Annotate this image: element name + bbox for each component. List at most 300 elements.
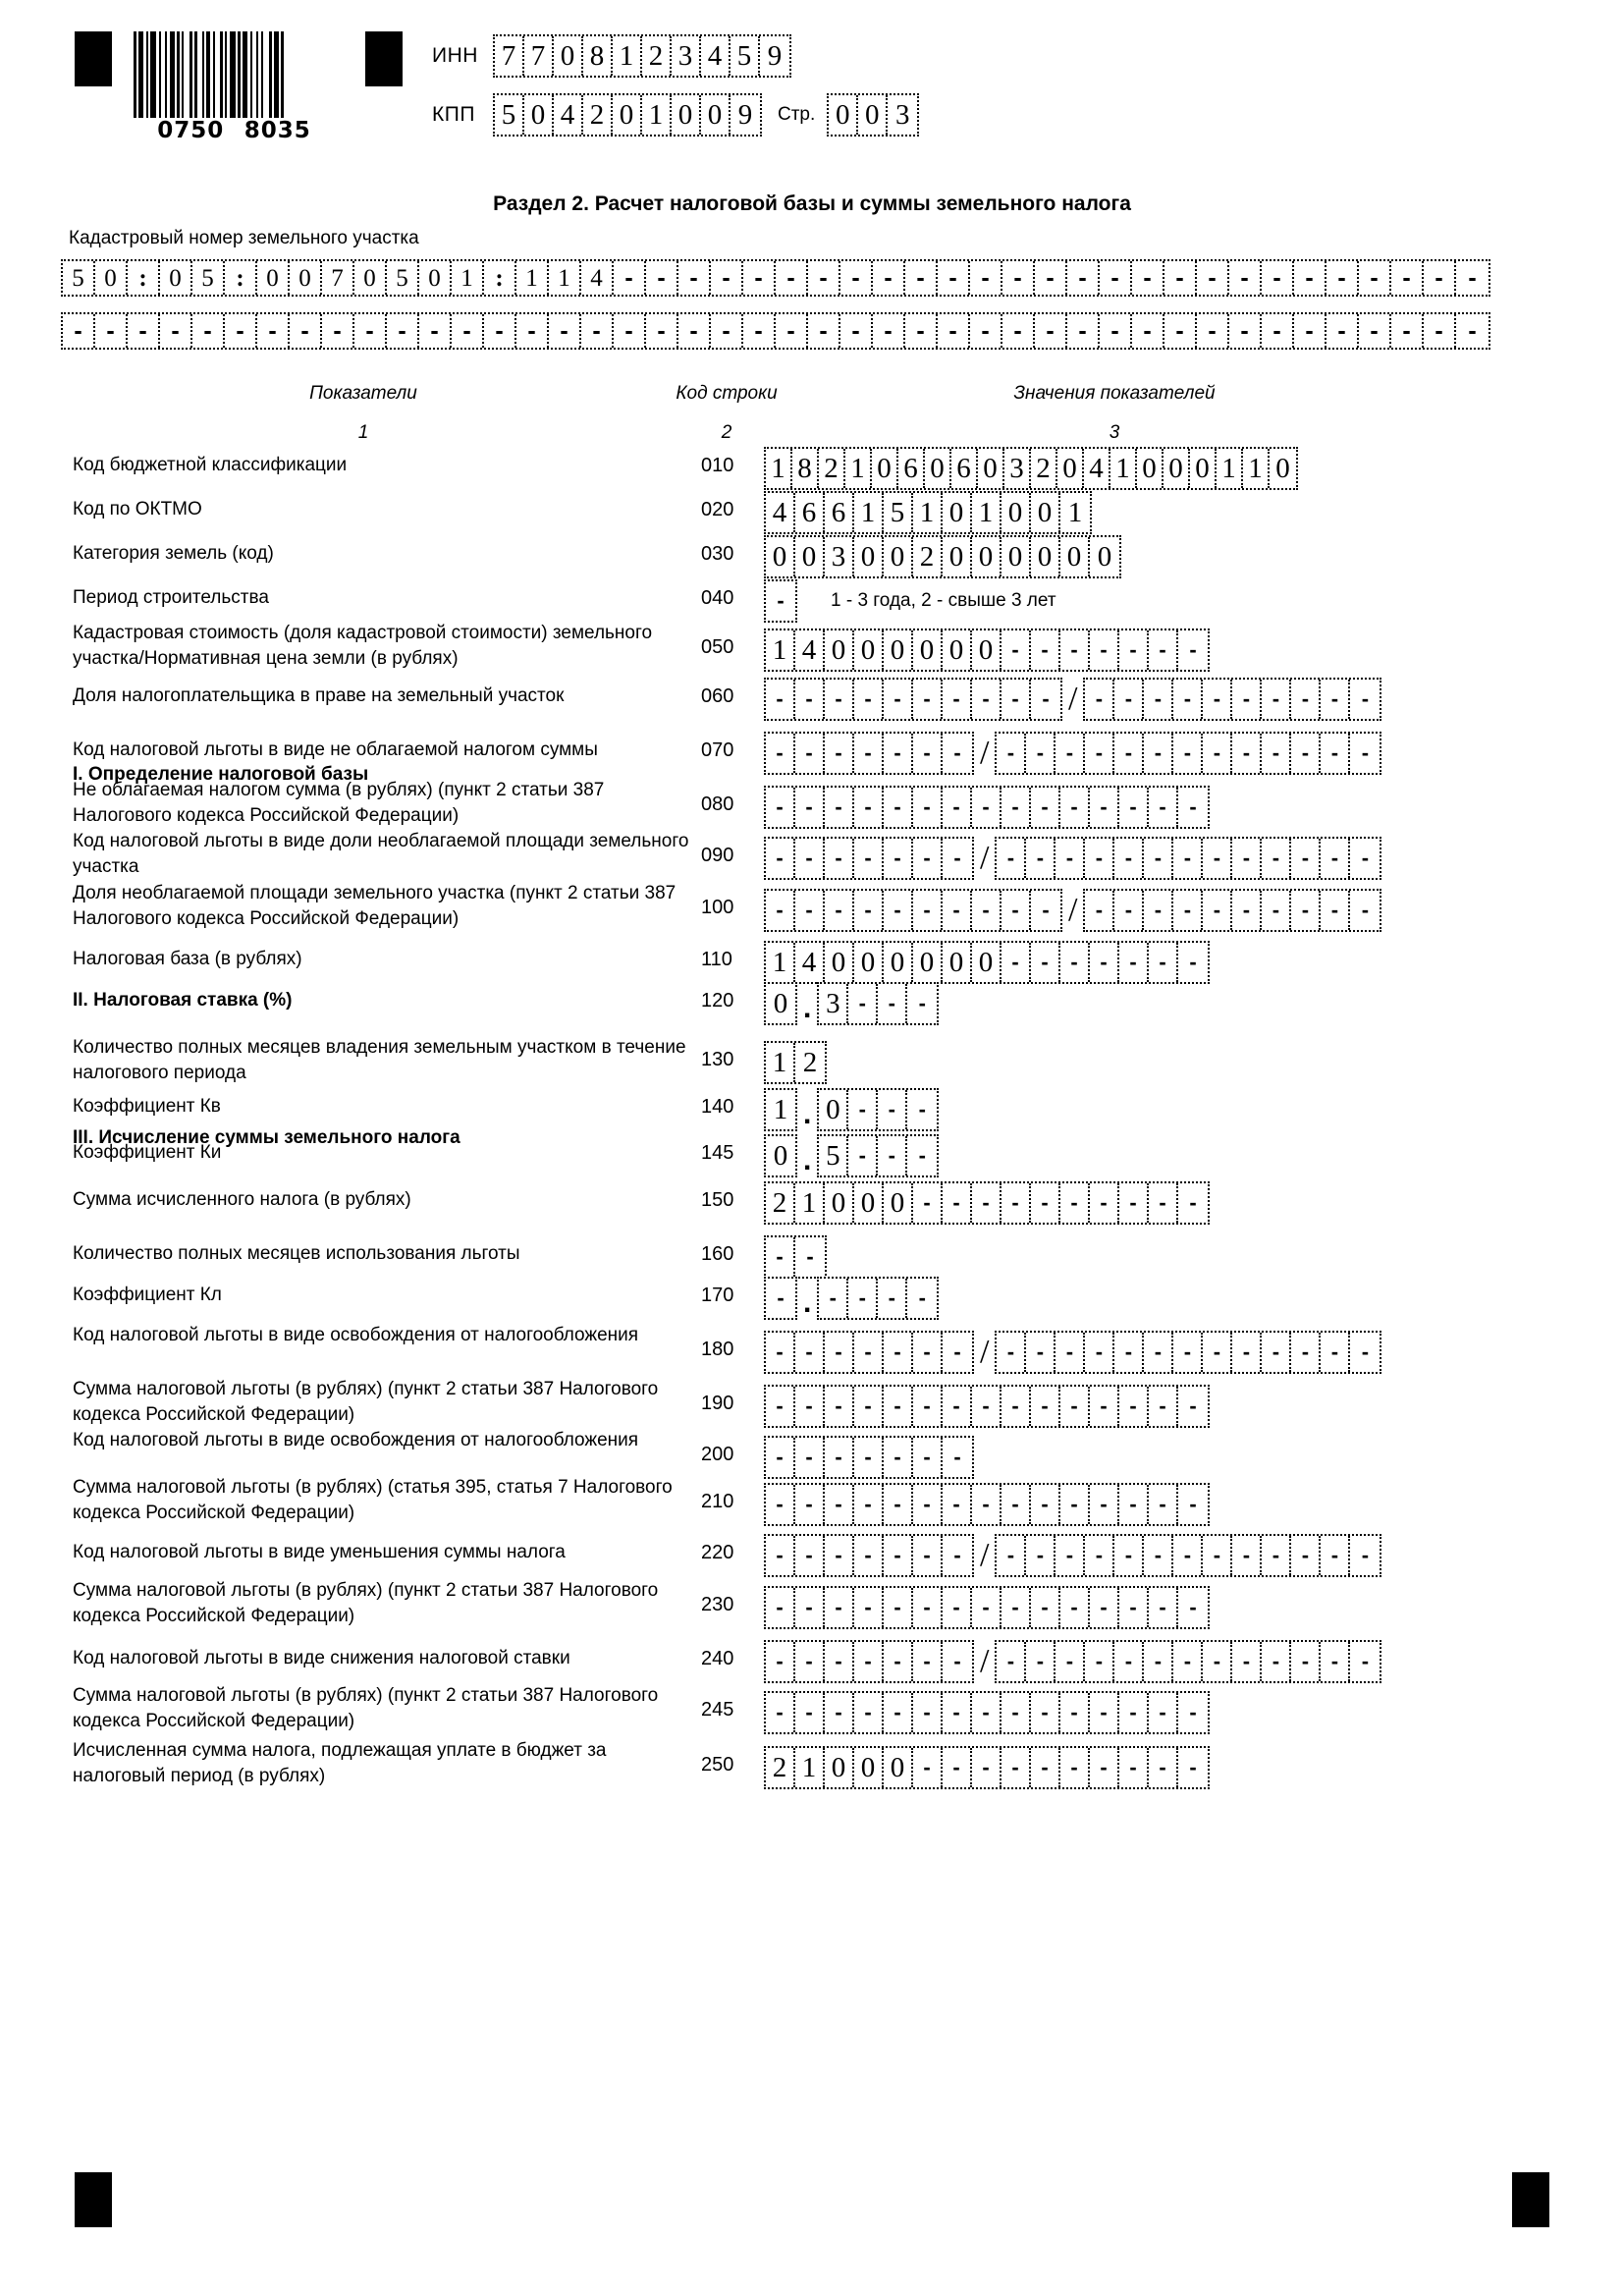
cell[interactable]: 6 xyxy=(951,449,978,488)
cell[interactable]: 0 xyxy=(825,943,854,982)
cell[interactable]: - xyxy=(972,1485,1001,1524)
cell[interactable]: - xyxy=(1001,630,1031,670)
cell[interactable]: - xyxy=(1001,1693,1031,1732)
cell[interactable]: - xyxy=(795,891,825,930)
cell[interactable]: - xyxy=(1173,1536,1203,1575)
cell[interactable]: 6 xyxy=(795,493,825,532)
cell[interactable]: - xyxy=(997,839,1026,878)
cell[interactable]: - xyxy=(1391,261,1424,295)
cell[interactable]: - xyxy=(825,1387,854,1426)
cell[interactable]: - xyxy=(795,788,825,827)
cell[interactable]: - xyxy=(387,314,419,348)
cell[interactable]: - xyxy=(1001,1588,1031,1627)
cell[interactable]: 7 xyxy=(495,36,524,76)
cell[interactable]: - xyxy=(1229,261,1262,295)
cell[interactable]: 3 xyxy=(1004,449,1031,488)
cell[interactable]: - xyxy=(1114,1536,1144,1575)
cell[interactable]: - xyxy=(913,1183,943,1223)
cell[interactable]: - xyxy=(1001,891,1031,930)
cell[interactable]: - xyxy=(516,314,549,348)
cell[interactable]: - xyxy=(1060,1183,1090,1223)
cell[interactable]: - xyxy=(884,1438,913,1477)
cell[interactable]: - xyxy=(1085,734,1114,773)
cell[interactable]: - xyxy=(1294,314,1326,348)
cell[interactable]: - xyxy=(1361,1339,1370,1364)
cell[interactable]: 0 xyxy=(1001,493,1031,532)
cell[interactable]: - xyxy=(1085,680,1114,719)
cell[interactable]: - xyxy=(938,314,970,348)
cell-strip[interactable] xyxy=(764,678,1062,721)
cell-strip[interactable] xyxy=(493,34,791,78)
cell[interactable]: - xyxy=(913,1387,943,1426)
cell[interactable]: - xyxy=(1149,630,1178,670)
cell[interactable]: 0 xyxy=(913,630,943,670)
cell[interactable]: - xyxy=(1262,839,1291,878)
cell[interactable]: - xyxy=(884,734,913,773)
cell[interactable]: 0 xyxy=(943,630,972,670)
cell[interactable]: - xyxy=(1056,1642,1085,1681)
cell[interactable]: - xyxy=(1326,314,1359,348)
cell[interactable]: - xyxy=(1321,839,1350,878)
cell[interactable]: - xyxy=(848,984,878,1023)
cell[interactable]: 3 xyxy=(825,537,854,576)
cell[interactable]: - xyxy=(1189,1595,1197,1619)
cell[interactable]: - xyxy=(1291,1333,1321,1372)
cell[interactable]: - xyxy=(1067,314,1100,348)
cell[interactable]: - xyxy=(854,1642,884,1681)
cell[interactable]: 0 xyxy=(257,261,290,295)
cell[interactable]: - xyxy=(1203,1333,1232,1372)
cell[interactable]: - xyxy=(1424,314,1456,348)
cell[interactable]: - xyxy=(1173,839,1203,878)
cell[interactable]: 0 xyxy=(554,36,583,76)
cell[interactable]: - xyxy=(1232,891,1262,930)
cell-strip[interactable] xyxy=(764,837,974,880)
cell[interactable]: - xyxy=(1001,1485,1031,1524)
cell[interactable]: - xyxy=(1294,261,1326,295)
cell[interactable]: - xyxy=(943,788,972,827)
cell-strip[interactable] xyxy=(764,732,974,775)
cell[interactable]: - xyxy=(1031,1588,1060,1627)
cell[interactable]: - xyxy=(825,1693,854,1732)
cell[interactable]: - xyxy=(1189,1394,1197,1418)
cell[interactable]: - xyxy=(795,1333,825,1372)
cell[interactable]: : xyxy=(484,261,516,295)
cell-strip[interactable] xyxy=(764,579,797,623)
cell-strip[interactable] xyxy=(764,1181,1210,1225)
cell[interactable]: - xyxy=(878,1279,907,1318)
cell[interactable]: - xyxy=(766,734,795,773)
cell[interactable]: - xyxy=(913,839,943,878)
cell[interactable]: - xyxy=(854,734,884,773)
cell[interactable]: - xyxy=(1031,630,1060,670)
cell[interactable]: 1 xyxy=(642,95,672,135)
cell[interactable]: - xyxy=(918,991,926,1015)
cell-strip[interactable] xyxy=(61,312,1490,350)
cell-strip[interactable] xyxy=(764,491,1092,534)
cell[interactable]: - xyxy=(884,680,913,719)
cell[interactable]: - xyxy=(913,1333,943,1372)
cell-strip[interactable] xyxy=(817,982,939,1025)
cell[interactable]: 9 xyxy=(737,98,753,131)
cell[interactable]: - xyxy=(918,1285,926,1310)
cell[interactable]: - xyxy=(953,1445,961,1469)
cell[interactable]: - xyxy=(1042,898,1050,922)
cell[interactable]: - xyxy=(1114,680,1144,719)
cell[interactable]: - xyxy=(848,1136,878,1175)
cell[interactable]: - xyxy=(1119,1588,1149,1627)
cell[interactable]: - xyxy=(972,680,1001,719)
cell[interactable]: - xyxy=(1119,1387,1149,1426)
cell[interactable]: - xyxy=(1149,1387,1178,1426)
cell[interactable]: - xyxy=(1119,943,1149,982)
cell[interactable]: - xyxy=(878,1136,907,1175)
cell[interactable]: - xyxy=(1100,314,1132,348)
cell-strip[interactable] xyxy=(493,93,762,137)
cell-strip[interactable] xyxy=(995,1331,1381,1374)
cell[interactable]: 0 xyxy=(854,1748,884,1787)
cell[interactable]: - xyxy=(997,1333,1026,1372)
cell[interactable]: - xyxy=(1067,261,1100,295)
cell[interactable]: - xyxy=(972,788,1001,827)
cell[interactable]: - xyxy=(884,1588,913,1627)
cell[interactable]: 1 xyxy=(795,1183,825,1223)
cell[interactable]: - xyxy=(938,261,970,295)
cell[interactable]: - xyxy=(1090,1748,1119,1787)
cell-strip[interactable] xyxy=(764,889,1062,932)
cell[interactable]: - xyxy=(1090,1183,1119,1223)
cell[interactable]: 0 xyxy=(95,261,128,295)
cell[interactable]: : xyxy=(225,261,257,295)
cell-strip[interactable] xyxy=(764,1041,827,1084)
cell-strip[interactable] xyxy=(1083,889,1381,932)
cell[interactable]: - xyxy=(1232,839,1262,878)
cell[interactable]: - xyxy=(452,314,484,348)
cell[interactable]: - xyxy=(972,1588,1001,1627)
cell[interactable]: 0 xyxy=(884,630,913,670)
cell-strip[interactable] xyxy=(764,1235,827,1279)
cell[interactable]: - xyxy=(953,1649,961,1673)
cell-strip[interactable] xyxy=(764,447,1298,490)
cell[interactable]: - xyxy=(1468,263,1477,292)
cell[interactable]: - xyxy=(1149,788,1178,827)
cell[interactable]: - xyxy=(1119,630,1149,670)
cell[interactable]: - xyxy=(1031,788,1060,827)
cell[interactable]: 0 xyxy=(854,1183,884,1223)
cell[interactable]: 0 xyxy=(819,1090,848,1129)
cell[interactable]: - xyxy=(1262,891,1291,930)
cell[interactable]: - xyxy=(1262,734,1291,773)
cell[interactable]: - xyxy=(825,1333,854,1372)
cell[interactable]: - xyxy=(913,680,943,719)
cell[interactable]: - xyxy=(854,891,884,930)
cell[interactable]: - xyxy=(825,788,854,827)
cell[interactable]: - xyxy=(1090,630,1119,670)
cell[interactable]: - xyxy=(1232,1333,1262,1372)
cell[interactable]: 0 xyxy=(1001,537,1031,576)
cell[interactable]: - xyxy=(1291,839,1321,878)
cell[interactable]: - xyxy=(825,1438,854,1477)
cell[interactable]: - xyxy=(1326,261,1359,295)
cell-strip[interactable] xyxy=(817,1134,939,1177)
cell[interactable]: - xyxy=(854,1387,884,1426)
cell[interactable]: 2 xyxy=(913,537,943,576)
cell[interactable]: - xyxy=(1060,1387,1090,1426)
cell[interactable]: - xyxy=(854,1438,884,1477)
cell[interactable]: - xyxy=(1056,1536,1085,1575)
cell[interactable]: 8 xyxy=(583,36,613,76)
cell[interactable]: - xyxy=(808,314,840,348)
cell[interactable]: 0 xyxy=(943,493,972,532)
cell[interactable]: - xyxy=(1114,1333,1144,1372)
cell[interactable]: - xyxy=(905,261,938,295)
cell[interactable]: - xyxy=(1056,1333,1085,1372)
cell[interactable]: - xyxy=(970,314,1002,348)
cell-strip[interactable] xyxy=(61,259,1490,297)
cell[interactable]: - xyxy=(678,261,711,295)
cell[interactable]: - xyxy=(1229,314,1262,348)
cell[interactable]: - xyxy=(943,1588,972,1627)
cell[interactable]: - xyxy=(1321,1642,1350,1681)
cell[interactable]: 2 xyxy=(802,1046,818,1078)
cell[interactable]: - xyxy=(63,314,95,348)
cell[interactable]: 0 xyxy=(825,630,854,670)
cell[interactable]: - xyxy=(1144,734,1173,773)
cell[interactable]: 3 xyxy=(819,984,848,1023)
cell[interactable]: 3 xyxy=(672,36,701,76)
cell[interactable]: - xyxy=(1391,314,1424,348)
cell[interactable]: - xyxy=(972,1183,1001,1223)
cell[interactable]: - xyxy=(840,261,873,295)
cell-strip[interactable] xyxy=(764,1483,1210,1526)
cell[interactable]: 4 xyxy=(795,630,825,670)
cell[interactable]: - xyxy=(795,1642,825,1681)
cell[interactable]: - xyxy=(1056,839,1085,878)
cell[interactable]: - xyxy=(825,680,854,719)
cell[interactable]: - xyxy=(1060,630,1090,670)
cell[interactable]: - xyxy=(1291,891,1321,930)
cell[interactable]: - xyxy=(1203,734,1232,773)
cell[interactable]: - xyxy=(1114,1642,1144,1681)
cell[interactable]: 0 xyxy=(943,537,972,576)
cell[interactable]: 2 xyxy=(766,1183,795,1223)
cell[interactable]: 0 xyxy=(978,449,1004,488)
cell[interactable]: 2 xyxy=(766,1748,795,1787)
cell[interactable]: - xyxy=(484,314,516,348)
cell[interactable]: - xyxy=(840,314,873,348)
cell[interactable]: - xyxy=(1031,1183,1060,1223)
cell[interactable]: - xyxy=(972,1693,1001,1732)
cell[interactable]: - xyxy=(884,1693,913,1732)
cell-strip[interactable] xyxy=(817,1277,939,1320)
cell[interactable]: - xyxy=(795,1536,825,1575)
cell[interactable]: - xyxy=(1262,314,1294,348)
cell[interactable]: - xyxy=(1359,314,1391,348)
cell[interactable]: 2 xyxy=(819,449,845,488)
cell[interactable]: 4 xyxy=(701,36,731,76)
cell[interactable]: - xyxy=(1149,1183,1178,1223)
cell[interactable]: - xyxy=(1321,1333,1350,1372)
cell[interactable]: 2 xyxy=(1031,449,1057,488)
cell[interactable]: - xyxy=(1132,261,1164,295)
cell[interactable]: 1 xyxy=(516,261,549,295)
cell[interactable]: - xyxy=(1031,943,1060,982)
cell[interactable]: - xyxy=(1189,1700,1197,1724)
cell[interactable]: 1 xyxy=(1217,449,1243,488)
cell[interactable]: 5 xyxy=(819,1136,848,1175)
cell[interactable]: - xyxy=(878,984,907,1023)
cell[interactable]: - xyxy=(1359,261,1391,295)
cell[interactable]: - xyxy=(1031,1485,1060,1524)
cell[interactable]: - xyxy=(848,1090,878,1129)
cell[interactable]: - xyxy=(918,1097,926,1121)
cell[interactable]: 0 xyxy=(972,630,1001,670)
cell[interactable]: - xyxy=(1203,680,1232,719)
cell[interactable]: - xyxy=(1291,1536,1321,1575)
cell[interactable]: - xyxy=(825,1642,854,1681)
cell[interactable]: - xyxy=(972,1387,1001,1426)
cell[interactable]: - xyxy=(1114,839,1144,878)
cell[interactable]: - xyxy=(1203,891,1232,930)
cell[interactable]: 0 xyxy=(773,1139,788,1172)
cell[interactable]: - xyxy=(972,1748,1001,1787)
cell-strip[interactable] xyxy=(764,1746,1210,1789)
cell[interactable]: 0 xyxy=(701,95,731,135)
cell[interactable]: 2 xyxy=(583,95,613,135)
cell[interactable]: - xyxy=(953,1543,961,1567)
cell[interactable]: - xyxy=(1262,1642,1291,1681)
cell[interactable]: 0 xyxy=(884,1183,913,1223)
cell[interactable]: - xyxy=(1090,1588,1119,1627)
cell[interactable]: - xyxy=(1026,734,1056,773)
cell[interactable]: - xyxy=(905,314,938,348)
cell[interactable]: - xyxy=(1262,1333,1291,1372)
cell[interactable]: 1 xyxy=(452,261,484,295)
cell[interactable]: - xyxy=(1361,686,1370,711)
cell[interactable]: - xyxy=(997,1642,1026,1681)
cell[interactable]: - xyxy=(1090,788,1119,827)
cell-strip[interactable] xyxy=(764,1436,974,1479)
cell[interactable]: - xyxy=(1173,1642,1203,1681)
cell[interactable]: - xyxy=(795,839,825,878)
cell[interactable]: - xyxy=(776,261,808,295)
cell-strip[interactable] xyxy=(827,93,919,137)
cell[interactable]: - xyxy=(806,1244,814,1269)
cell[interactable]: - xyxy=(884,1485,913,1524)
cell[interactable]: - xyxy=(913,734,943,773)
cell[interactable]: : xyxy=(128,261,160,295)
cell[interactable]: - xyxy=(1144,1536,1173,1575)
cell[interactable]: - xyxy=(795,1588,825,1627)
cell[interactable]: - xyxy=(1262,1536,1291,1575)
cell[interactable]: 0 xyxy=(872,449,898,488)
cell[interactable]: - xyxy=(1232,1642,1262,1681)
cell[interactable]: 0 xyxy=(913,943,943,982)
cell[interactable]: - xyxy=(128,314,160,348)
cell[interactable]: - xyxy=(913,1485,943,1524)
cell[interactable]: 0 xyxy=(925,449,951,488)
cell[interactable]: - xyxy=(795,1387,825,1426)
cell[interactable]: - xyxy=(766,1333,795,1372)
cell[interactable]: 0 xyxy=(1057,449,1084,488)
cell[interactable]: - xyxy=(943,1748,972,1787)
cell[interactable]: - xyxy=(1173,734,1203,773)
cell[interactable]: 7 xyxy=(322,261,354,295)
cell[interactable]: 0 xyxy=(1097,540,1112,573)
cell[interactable]: - xyxy=(1090,1693,1119,1732)
cell[interactable]: - xyxy=(795,734,825,773)
cell[interactable]: - xyxy=(819,1279,848,1318)
cell[interactable]: - xyxy=(1321,1536,1350,1575)
cell[interactable]: 0 xyxy=(854,537,884,576)
cell[interactable]: - xyxy=(1119,1693,1149,1732)
cell[interactable]: - xyxy=(160,314,192,348)
cadastral-number-line-1[interactable] xyxy=(61,259,1490,297)
cell[interactable]: 1 xyxy=(972,493,1001,532)
cell[interactable]: - xyxy=(1197,261,1229,295)
cell[interactable]: 0 xyxy=(854,630,884,670)
cell[interactable]: - xyxy=(884,1333,913,1372)
cell[interactable]: 1 xyxy=(773,1093,788,1125)
cell[interactable]: 1 xyxy=(1067,496,1083,528)
cell[interactable]: - xyxy=(854,1536,884,1575)
cell[interactable]: 0 xyxy=(613,95,642,135)
cell[interactable]: - xyxy=(1002,314,1035,348)
cell[interactable]: - xyxy=(1189,1755,1197,1779)
cell-strip[interactable] xyxy=(764,982,797,1025)
cell[interactable]: - xyxy=(953,846,961,870)
cell[interactable]: - xyxy=(1119,1485,1149,1524)
cell[interactable]: - xyxy=(913,1438,943,1477)
cell[interactable]: - xyxy=(884,788,913,827)
cell[interactable]: 5 xyxy=(192,261,225,295)
cell[interactable]: - xyxy=(825,891,854,930)
cell[interactable]: 1 xyxy=(795,1748,825,1787)
cell[interactable]: - xyxy=(1173,1333,1203,1372)
cell[interactable]: 0 xyxy=(1060,537,1090,576)
cell[interactable]: - xyxy=(1031,1387,1060,1426)
cell[interactable]: - xyxy=(1149,1693,1178,1732)
cell[interactable]: - xyxy=(913,1536,943,1575)
cell[interactable]: - xyxy=(1189,1492,1197,1516)
cell[interactable]: 0 xyxy=(972,537,1001,576)
cell[interactable]: - xyxy=(854,680,884,719)
cell[interactable]: - xyxy=(1114,891,1144,930)
cell[interactable]: - xyxy=(1232,734,1262,773)
cell[interactable]: 0 xyxy=(943,943,972,982)
cell[interactable]: 1 xyxy=(854,493,884,532)
cell[interactable]: - xyxy=(1119,788,1149,827)
cell[interactable]: - xyxy=(1035,314,1067,348)
cell[interactable]: - xyxy=(1085,839,1114,878)
cell[interactable]: - xyxy=(192,314,225,348)
cadastral-number-line-2[interactable] xyxy=(61,312,1490,350)
cell[interactable]: 1 xyxy=(549,261,581,295)
cell[interactable]: - xyxy=(766,788,795,827)
cell[interactable]: - xyxy=(1031,1748,1060,1787)
cell[interactable]: 4 xyxy=(581,261,614,295)
cell[interactable]: - xyxy=(825,734,854,773)
cell[interactable]: 0 xyxy=(1137,449,1164,488)
cell[interactable]: - xyxy=(1361,898,1370,922)
cell[interactable]: - xyxy=(997,1536,1026,1575)
cell[interactable]: - xyxy=(322,314,354,348)
cell[interactable]: - xyxy=(1291,1642,1321,1681)
cell[interactable]: - xyxy=(354,314,387,348)
cell[interactable]: 0 xyxy=(672,95,701,135)
cell[interactable]: 0 xyxy=(972,943,1001,982)
cell[interactable]: - xyxy=(1164,314,1197,348)
